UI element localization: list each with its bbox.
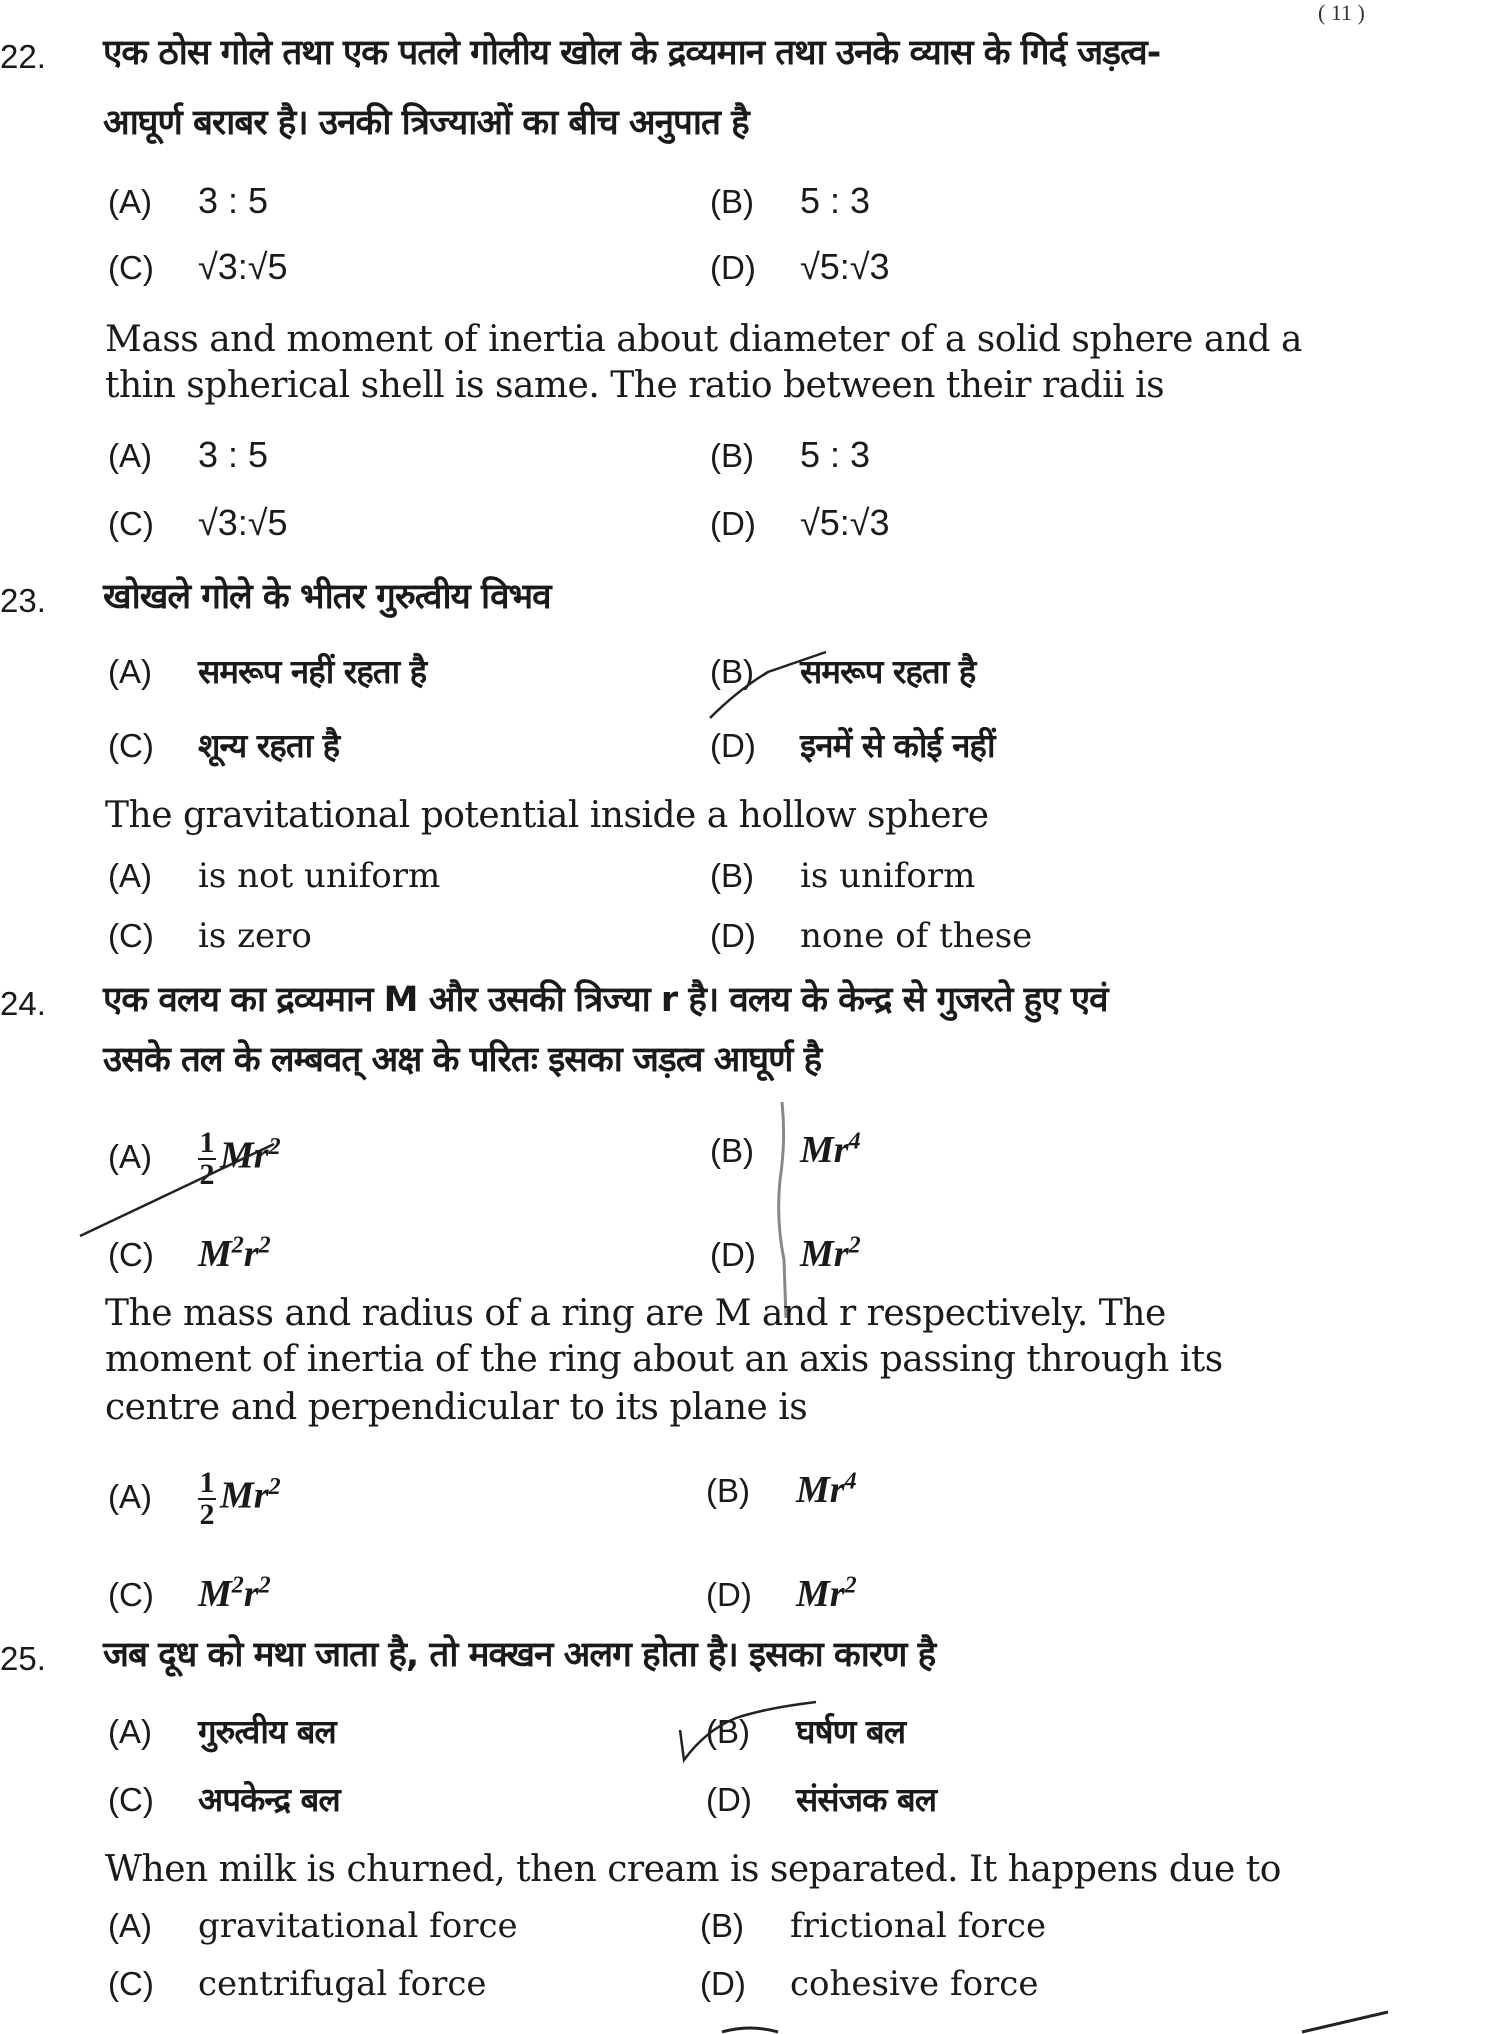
- math-exponent: 2: [848, 1232, 861, 1259]
- question-text-english-line-1: The gravitational potential inside a hollow sphere: [105, 795, 989, 836]
- math-base: Mr: [220, 1474, 269, 1517]
- option-value: [796, 1468, 857, 1512]
- pen-stroke-mark: [1300, 2010, 1390, 2034]
- option-c-english[interactable]: [108, 1572, 271, 1616]
- option-d-english[interactable]: [710, 502, 890, 544]
- question-text-english-line-1: When milk is churned, then cream is separated. It happens due to: [105, 1849, 1281, 1890]
- option-b-english[interactable]: [706, 1468, 857, 1512]
- option-value: [198, 1128, 281, 1190]
- fraction: [198, 1468, 216, 1530]
- option-value: √5:√3: [800, 246, 890, 287]
- question-text-english-line-2: thin spherical shell is same. The ratio between their radii is: [105, 365, 1165, 406]
- option-label: (C): [108, 1965, 154, 2002]
- fraction-numerator: 1: [199, 1466, 215, 1499]
- option-d-hindi[interactable]: [710, 246, 890, 288]
- fraction: [198, 1128, 216, 1190]
- option-value: √3:√5: [198, 246, 288, 287]
- option-label: (A): [108, 437, 152, 474]
- option-c-hindi[interactable]: [108, 246, 288, 288]
- math-base: r: [243, 1233, 259, 1275]
- option-c-hindi[interactable]: [108, 722, 339, 767]
- option-a-english[interactable]: [108, 434, 268, 476]
- option-label: (B): [710, 437, 754, 474]
- option-b-hindi[interactable]: [710, 648, 975, 693]
- option-value: इनमें से कोई नहीं: [800, 726, 995, 765]
- option-value: [796, 1572, 857, 1616]
- question-number: 25.: [0, 1640, 46, 1677]
- option-label: (B): [710, 183, 754, 220]
- option-value: is uniform: [800, 856, 976, 896]
- option-label: (C): [108, 1236, 154, 1273]
- pen-stroke-mark: [720, 2024, 780, 2034]
- fraction-numerator: 1: [199, 1126, 215, 1159]
- option-label: (C): [108, 249, 154, 286]
- option-b-hindi[interactable]: [710, 1128, 861, 1172]
- option-value: [198, 1468, 281, 1530]
- page-number: ( 11 ): [1318, 0, 1365, 25]
- option-value: समरूप रहता है: [800, 652, 976, 691]
- math-base: M: [198, 1573, 232, 1615]
- option-value: [800, 1232, 861, 1276]
- option-label: (C): [108, 727, 154, 764]
- math-exponent: 2: [258, 1232, 271, 1259]
- option-value: संसंजक बल: [796, 1780, 937, 1819]
- question-text-hindi-line-1: एक वलय का द्रव्यमान M और उसकी त्रिज्या r है। वलय के केन्द्र से गुजरते हुए एवं: [103, 980, 1108, 1020]
- option-label: (B): [700, 1907, 744, 1944]
- option-label: (D): [710, 249, 756, 286]
- option-a-english[interactable]: [108, 856, 440, 896]
- option-value: centrifugal force: [198, 1964, 487, 2004]
- option-b-hindi[interactable]: [706, 1708, 905, 1753]
- math-exponent: 2: [268, 1134, 281, 1161]
- option-label: (C): [108, 917, 154, 954]
- question-text-hindi-line-1: खोखले गोले के भीतर गुरुत्वीय विभव: [103, 577, 551, 617]
- question-number: 22.: [0, 38, 46, 75]
- option-label: (C): [108, 1576, 154, 1613]
- option-c-hindi[interactable]: [108, 1232, 271, 1276]
- question-text-hindi-line-2: उसके तल के लम्बवत् अक्ष के परितः इसका जड़त्व आघूर्ण है: [103, 1040, 822, 1080]
- question-text-hindi-line-1: एक ठोस गोले तथा एक पतले गोलीय खोल के द्रव्यमान तथा उनके व्यास के गिर्द जड़त्व-: [103, 33, 1161, 73]
- option-value: cohesive force: [790, 1964, 1039, 2004]
- math-base: Mr: [796, 1469, 845, 1511]
- question-text-english-line-1: Mass and moment of inertia about diameter of a solid sphere and a: [105, 319, 1302, 360]
- question-text-hindi-line-1: जब दूध को मथा जाता है, तो मक्खन अलग होता है। इसका कारण है: [103, 1635, 936, 1675]
- option-c-english[interactable]: [108, 1964, 487, 2004]
- option-b-english[interactable]: [710, 434, 870, 476]
- option-label: (D): [710, 505, 756, 542]
- math-base: Mr: [800, 1233, 849, 1275]
- option-c-english[interactable]: [108, 916, 312, 956]
- option-value: 5 : 3: [800, 180, 871, 221]
- option-label: (A): [108, 653, 152, 690]
- math-exponent: 4: [848, 1128, 861, 1155]
- math-exponent: 2: [268, 1474, 281, 1501]
- option-value: अपकेन्द्र बल: [198, 1780, 340, 1819]
- option-value: 3 : 5: [198, 434, 269, 475]
- math-exponent: 2: [231, 1572, 244, 1599]
- option-label: (A): [108, 1713, 152, 1750]
- question-number: 24.: [0, 985, 46, 1022]
- option-a-hindi[interactable]: [108, 1128, 281, 1190]
- option-c-english[interactable]: [108, 502, 288, 544]
- option-value: घर्षण बल: [796, 1712, 906, 1751]
- option-b-hindi[interactable]: [710, 180, 870, 222]
- option-value: [198, 1572, 271, 1616]
- option-label: (B): [706, 1472, 750, 1509]
- option-value: समरूप नहीं रहता है: [198, 652, 427, 691]
- math-base: r: [243, 1573, 259, 1615]
- question-text-english-line-1: The mass and radius of a ring are M and r respectively. The: [105, 1293, 1166, 1334]
- option-a-hindi[interactable]: [108, 180, 268, 222]
- option-d-hindi[interactable]: [706, 1776, 936, 1821]
- option-label: (B): [710, 1132, 754, 1169]
- option-label: (D): [706, 1576, 752, 1613]
- option-d-english[interactable]: [710, 916, 1032, 956]
- option-a-english[interactable]: [108, 1906, 518, 1946]
- option-b-english[interactable]: [700, 1906, 1046, 1946]
- math-base: Mr: [796, 1573, 845, 1615]
- option-value: √3:√5: [198, 502, 288, 543]
- option-label: (D): [700, 1965, 746, 2002]
- math-exponent: 2: [258, 1572, 271, 1599]
- option-label: (A): [108, 183, 152, 220]
- option-value: [198, 1232, 271, 1276]
- option-label: (B): [710, 857, 754, 894]
- math-exponent: 2: [231, 1232, 244, 1259]
- question-text-english-line-3: centre and perpendicular to its plane is: [105, 1387, 808, 1428]
- option-d-english[interactable]: [706, 1572, 857, 1616]
- fraction-denominator: 2: [199, 1158, 215, 1191]
- option-value: √5:√3: [800, 502, 890, 543]
- fraction-denominator: 2: [199, 1498, 215, 1531]
- option-label: (A): [108, 857, 152, 894]
- option-value: 3 : 5: [198, 180, 269, 221]
- math-exponent: 4: [844, 1468, 857, 1495]
- option-label: (D): [706, 1781, 752, 1818]
- option-value: 5 : 3: [800, 434, 871, 475]
- option-label: (B): [706, 1713, 750, 1750]
- option-value: is not uniform: [198, 856, 441, 896]
- option-label: (D): [710, 727, 756, 764]
- option-a-english[interactable]: [108, 1468, 281, 1530]
- option-c-hindi[interactable]: [108, 1776, 340, 1821]
- option-d-hindi[interactable]: [710, 722, 995, 767]
- option-value: is zero: [198, 916, 312, 956]
- option-label: (C): [108, 505, 154, 542]
- option-label: (B): [710, 653, 754, 690]
- option-label: (A): [108, 1137, 152, 1175]
- math-base: Mr: [220, 1134, 269, 1177]
- math-base: M: [198, 1233, 232, 1275]
- option-value: [800, 1128, 861, 1172]
- option-a-hindi[interactable]: [108, 648, 426, 693]
- option-value: frictional force: [790, 1906, 1047, 1946]
- question-text-hindi-line-2: आघूर्ण बराबर है। उनकी त्रिज्याओं का बीच अनुपात है: [103, 103, 749, 143]
- option-d-english[interactable]: [700, 1964, 1038, 2004]
- option-label: (A): [108, 1477, 152, 1515]
- option-value: शून्य रहता है: [198, 726, 340, 765]
- math-exponent: 2: [844, 1572, 857, 1599]
- option-label: (C): [108, 1781, 154, 1818]
- option-label: (A): [108, 1907, 152, 1944]
- option-value: गुरुत्वीय बल: [198, 1712, 336, 1751]
- math-base: Mr: [800, 1129, 849, 1171]
- option-value: none of these: [800, 916, 1033, 956]
- option-d-hindi[interactable]: [710, 1232, 861, 1276]
- option-b-english[interactable]: [710, 856, 975, 896]
- option-a-hindi[interactable]: [108, 1708, 336, 1753]
- question-text-english-line-2: moment of inertia of the ring about an axis passing through its: [105, 1339, 1223, 1380]
- option-label: (D): [710, 1236, 756, 1273]
- option-value: gravitational force: [198, 1906, 518, 1946]
- question-number: 23.: [0, 582, 46, 619]
- option-label: (D): [710, 917, 756, 954]
